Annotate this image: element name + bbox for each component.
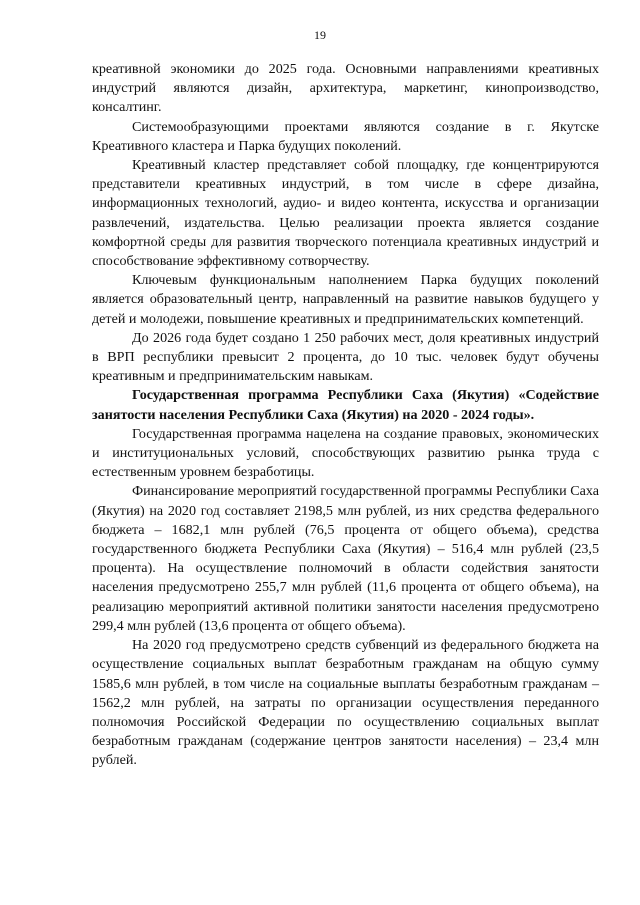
paragraph-system-projects: Системообразующими проектами являются создание в г. Якутске Креативного кластера и Парка будущих поколений.	[92, 118, 599, 154]
paragraph-creative-cluster: Креативный кластер представляет собой площадку, где концентрируются представители креативных индустрий, в том числе в сфере дизайна, информационных технологий, аудио- и видео контента, искусства и организации развлечений, издательства. Целью реализации проекта является создание комфортной среды для развития творческого потенциала креативных индустрий и способствование эффективному сотворчеству.	[92, 157, 599, 270]
paragraph-subventions: На 2020 год предусмотрено средств субвенций из федерального бюджета на осуществление социальных выплат безработным гражданам на общую сумму 1585,6 млн рублей, в том числе на социальные выплаты безработным гражданам – 1562,2 млн рублей, на затраты по организации осуществления переданного полномочия Российской Федерации по осуществлению социальных выплат безработным гражданам (содержание центров занятости населения) – 23,4 млн рублей.	[92, 637, 599, 769]
paragraph-future-generations-park: Ключевым функциональным наполнением Парка будущих поколений является образовательный центр, направленный на развитие навыков будущего у детей и молодежи, повышение креативных и предпринимательских компетенций.	[92, 272, 599, 327]
section-heading-employment-program: Государственная программа Республики Саха (Якутия) «Содействие занятости населения Республики Саха (Якутия) на 2020 - 2024 годы».	[92, 387, 599, 423]
paragraph-program-financing: Финансирование мероприятий государственной программы Республики Саха (Якутия) на 2020 год составляет 2198,5 млн рублей, из них средства федерального бюджета – 1682,1 млн рублей (76,5 процента от общего объема), средства государственного бюджета Республики Саха (Якутия) – 516,4 млн рублей (23,5 процента). На осуществление полномочий в области содействия занятости населения предусмотрено 255,7 млн рублей (11,6 процента от общего объема), на реализацию мероприятий активной политики занятости населения предусмотрено 299,4 млн рублей (13,6 процента от общего объема).	[92, 483, 599, 634]
paragraph-creative-economy-continuation: креативной экономики до 2025 года. Основными направлениями креативных индустрий являются дизайн, архитектура, маркетинг, кинопроизводство, консалтинг.	[92, 61, 599, 116]
document-body	[92, 60, 599, 771]
paragraph-jobs-target: До 2026 года будет создано 1 250 рабочих мест, доля креативных индустрий в ВРП республики превысит 2 процента, до 10 тыс. человек будут обучены креативным и предпринимательским навыкам.	[92, 329, 599, 385]
paragraph-program-goal: Государственная программа нацелена на создание правовых, экономических и институциональных условий, способствующих развитию рынка труда с естественным уровнем безработицы.	[92, 425, 599, 481]
page-number: 19	[314, 28, 326, 42]
